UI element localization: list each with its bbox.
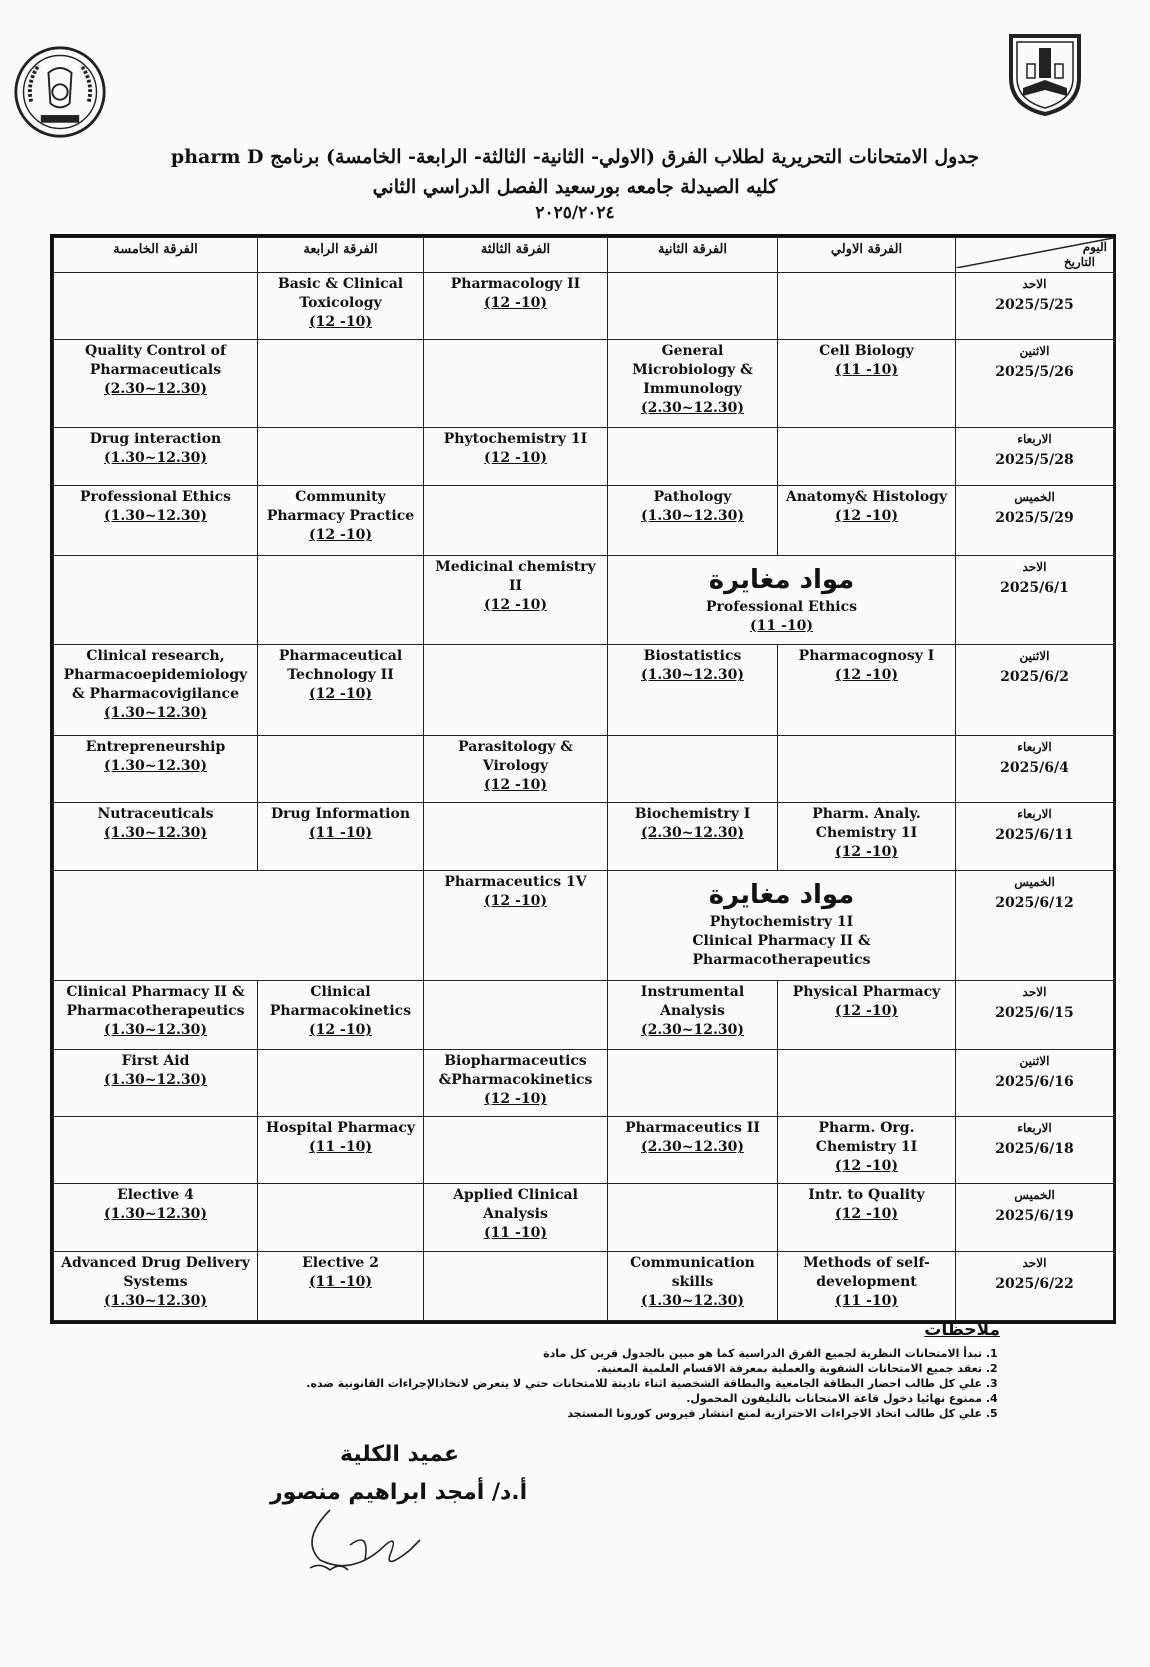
course-name: Biochemistry I (634, 806, 751, 823)
course-name: First Aid (121, 1053, 190, 1070)
exam-time: (12 -10) (835, 508, 898, 525)
course-name: Pharm. Org. Chemistry 1I (815, 1120, 918, 1156)
exam-date: 2025/6/2 (1000, 669, 1069, 686)
exam-time: (1.30~12.30) (104, 1021, 207, 1038)
course-name: Pathology (653, 489, 732, 506)
schedule-row (54, 340, 1114, 428)
day-name: الاربعاء (1017, 807, 1052, 822)
col-header-year4: الفرقة الرابعة (258, 238, 424, 273)
exam-cell (54, 486, 258, 555)
exam-time: (11 -10) (309, 1273, 372, 1290)
col-header-year1: الفرقة الاولي (778, 238, 956, 273)
exam-cell (258, 645, 424, 736)
course-name: Quality Control of Pharmaceuticals (85, 343, 226, 379)
exam-cell (778, 1251, 956, 1320)
exam-cell (54, 1251, 258, 1320)
exam-date: 2025/6/18 (995, 1141, 1074, 1158)
empty-cell (424, 340, 608, 428)
date-cell (956, 555, 1114, 645)
day-name: الخميس (1014, 490, 1055, 505)
exam-schedule-table-frame (50, 234, 1116, 1324)
exam-cell (778, 486, 956, 555)
exam-time: (12 -10) (484, 1091, 547, 1108)
exam-time: (11 -10) (484, 1225, 547, 1242)
header-row (54, 238, 1114, 273)
exam-cell (778, 803, 956, 870)
exam-cell (258, 1251, 424, 1320)
alternative-subjects-heading: مواد مغايرة (708, 564, 855, 595)
exam-cell (54, 980, 258, 1049)
course-name: Nutraceuticals (97, 806, 214, 823)
schedule-row (54, 555, 1114, 645)
exam-date: 2025/6/12 (995, 894, 1074, 911)
schedule-title: جدول الامتحانات التحريرية لطلاب الفرق (الاولي- الثانية- الثالثة- الرابعة- الخامسة) برنامج pharm D (170, 146, 980, 168)
date-cell (956, 340, 1114, 428)
empty-cell (608, 1184, 778, 1251)
date-cell (956, 803, 1114, 870)
date-cell (956, 1117, 1114, 1184)
exam-cell (258, 803, 424, 870)
exam-cell (54, 736, 258, 803)
exam-time: (1.30~12.30) (104, 449, 207, 466)
empty-cell (258, 736, 424, 803)
col-header-year2: الفرقة الثانية (608, 238, 778, 273)
schedule-row (54, 870, 1114, 980)
schedule-row (54, 273, 1114, 340)
day-name: الاحد (1022, 559, 1047, 574)
exam-cell (54, 803, 258, 870)
note-item: 5. علي كل طالب اتخاذ الاجراءات الاحترازية لمنع انتشار فيروس كورونا المستجد (260, 1406, 982, 1421)
empty-cell (778, 1050, 956, 1117)
note-item: 2. تعقد جميع الامتحانات الشفوية والعملية بمعرفة الاقسام العلمية المعنية. (260, 1361, 982, 1376)
exam-cell (424, 870, 608, 980)
dean-title: عميد الكلية (340, 1442, 460, 1467)
day-name: الاربعاء (1017, 1121, 1052, 1136)
course-name: Professional Ethics (79, 489, 232, 506)
exam-time: (2.30~12.30) (641, 1021, 744, 1038)
schedule-row (54, 1251, 1114, 1320)
date-cell (956, 645, 1114, 736)
corner-day-label: اليوم (1082, 240, 1107, 254)
exam-cell (608, 486, 778, 555)
exam-time: (12 -10) (835, 1206, 898, 1223)
course-name: Basic & Clinical Toxicology (277, 276, 404, 311)
schedule-row (54, 736, 1114, 803)
schedule-row (54, 427, 1114, 485)
course-name: Clinical research, Pharmacoepidemiology & Pharmacovigilance (63, 648, 248, 703)
course-name: Elective 4 (117, 1187, 194, 1204)
corner-day-date-header (956, 238, 1114, 273)
day-name: الاحد (1022, 277, 1047, 291)
empty-cell (424, 803, 608, 870)
course-name: Pharmaceutical Technology II (278, 648, 403, 684)
note-item: 4. ممنوع نهائيا دخول قاعة الامتحانات بالتليفون المحمول. (260, 1391, 982, 1406)
exam-time: (12 -10) (835, 844, 898, 861)
exam-time: (2.30~12.30) (641, 400, 744, 417)
exam-date: 2025/6/16 (995, 1074, 1074, 1091)
alternative-subjects-cell (608, 870, 956, 980)
date-cell (956, 427, 1114, 485)
course-name: Methods of self-development (803, 1254, 930, 1290)
corner-date-label: التاريخ (1063, 255, 1095, 269)
empty-cell (54, 273, 258, 340)
course-name: Clinical Pharmacy II & Pharmacotherapeutics (66, 983, 245, 1019)
exam-cell (54, 645, 258, 736)
exam-schedule-table (53, 237, 1114, 1321)
course-name: Community Pharmacy Practice (266, 489, 415, 525)
course-name: Advanced Drug Delivery Systems (61, 1254, 250, 1290)
exam-cell (258, 1117, 424, 1184)
exam-time: (1.30~12.30) (641, 508, 744, 525)
course-name: Communication skills (630, 1254, 755, 1290)
exam-time: (1.30~12.30) (104, 705, 207, 722)
course-name: Medicinal chemistry II (435, 558, 596, 594)
date-cell (956, 273, 1114, 340)
exam-time: (12 -10) (309, 686, 372, 703)
exam-cell (54, 1184, 258, 1251)
col-header-year3: الفرقة الثالثة (424, 238, 608, 273)
alternative-subjects-heading: مواد مغايرة (708, 879, 855, 910)
exam-cell (778, 1184, 956, 1251)
exam-date: 2025/6/15 (995, 1004, 1074, 1021)
empty-cell (258, 1050, 424, 1117)
schedule-row (54, 645, 1114, 736)
exam-time: (1.30~12.30) (104, 1072, 207, 1089)
exam-time: (12 -10) (484, 596, 547, 613)
exam-cell (424, 1184, 608, 1251)
exam-cell (424, 1050, 608, 1117)
exam-cell (608, 1251, 778, 1320)
course-name: Drug interaction (89, 430, 222, 447)
exam-time: (12 -10) (484, 892, 547, 909)
exam-cell (54, 340, 258, 428)
empty-cell (778, 273, 956, 340)
empty-cell (258, 427, 424, 485)
exam-cell (608, 1117, 778, 1184)
day-name: الاثنين (1019, 1054, 1050, 1069)
dean-name: أ.د/ أمجد ابراهيم منصور (270, 1480, 528, 1505)
exam-cell (424, 427, 608, 485)
exam-date: 2025/6/11 (995, 827, 1074, 844)
schedule-row (54, 1117, 1114, 1184)
exam-time: (11 -10) (309, 1139, 372, 1156)
day-name: الاربعاء (1017, 740, 1052, 755)
empty-cell (608, 427, 778, 485)
course-name: Phytochemistry 1I (443, 430, 588, 447)
schedule-row (54, 803, 1114, 870)
course-name: Elective 2 (302, 1254, 379, 1271)
schedule-row (54, 980, 1114, 1049)
notes-title: ملاحظات (924, 1320, 1000, 1340)
exam-time: (12 -10) (835, 667, 898, 684)
exam-time: (12 -10) (835, 1158, 898, 1175)
exam-time: (11 -10) (309, 825, 372, 842)
exam-time: (2.30~12.30) (641, 1139, 744, 1156)
empty-cell (424, 1251, 608, 1320)
exam-date: 2025/5/26 (995, 364, 1074, 381)
exam-date: 2025/5/29 (995, 510, 1074, 527)
exam-cell (54, 427, 258, 485)
exam-time: (1.30~12.30) (641, 1292, 744, 1309)
exam-date: 2025/6/1 (1000, 579, 1069, 596)
course-name: Pharmacognosy I (798, 648, 935, 665)
day-name: الاحد (1022, 984, 1047, 999)
day-name: الاثنين (1019, 344, 1050, 359)
empty-cell (778, 427, 956, 485)
exam-time: (12 -10) (835, 1002, 898, 1019)
empty-cell (424, 980, 608, 1049)
course-name: Clinical Pharmacy II & Pharmacotherapeutics (692, 932, 871, 968)
empty-cell (608, 1050, 778, 1117)
exam-cell (424, 736, 608, 803)
empty-cell (424, 645, 608, 736)
exam-time: (11 -10) (835, 362, 898, 379)
exam-time: (1.30~12.30) (641, 667, 744, 684)
schedule-row (54, 1184, 1114, 1251)
empty-cell (424, 1117, 608, 1184)
exam-time: (1.30~12.30) (104, 1206, 207, 1223)
course-name: Pharmacology II (450, 276, 581, 292)
exam-date: 2025/6/22 (995, 1275, 1074, 1292)
exam-cell (778, 1117, 956, 1184)
exam-cell (778, 980, 956, 1049)
course-name: Biostatistics (643, 648, 742, 665)
empty-cell (54, 1117, 258, 1184)
exam-time: (1.30~12.30) (104, 825, 207, 842)
course-name: General Microbiology & Immunology (632, 343, 753, 398)
exam-time: (1.30~12.30) (104, 1292, 207, 1309)
date-cell (956, 1050, 1114, 1117)
course-name: Intr. to Quality (808, 1187, 925, 1204)
course-name: Instrumental Analysis (640, 983, 745, 1019)
empty-cell (258, 340, 424, 428)
col-header-year5: الفرقة الخامسة (54, 238, 258, 273)
exam-time: (12 -10) (484, 295, 547, 311)
date-cell (956, 1184, 1114, 1251)
empty-cell (54, 555, 258, 645)
empty-cell (778, 736, 956, 803)
exam-time: (12 -10) (309, 1021, 372, 1038)
exam-cell (258, 980, 424, 1049)
exam-time: (1.30~12.30) (104, 508, 207, 525)
exam-cell (608, 803, 778, 870)
faculty-seal-logo (12, 44, 108, 140)
course-name: Clinical Pharmacokinetics (269, 983, 412, 1019)
handwritten-signature (290, 1500, 450, 1580)
note-item: 3. علي كل طالب احضار البطاقة الجامعية والبطاقة الشخصية اثناء تاديتة للامتحانات حتي لا يتعرض لاتخاذالإجراءات القانونية ضده. (260, 1376, 982, 1391)
course-name: Pharmaceutics 1V (444, 873, 587, 890)
exam-date: 2025/6/19 (995, 1208, 1074, 1225)
course-name: Hospital Pharmacy (266, 1120, 415, 1137)
date-cell (956, 870, 1114, 980)
day-name: الاربعاء (1017, 431, 1052, 446)
course-name: Biopharmaceutics &Pharmacokinetics (438, 1053, 593, 1089)
course-name: Physical Pharmacy (792, 983, 941, 1000)
empty-cell (258, 555, 424, 645)
exam-cell (258, 273, 424, 340)
empty-cell (608, 273, 778, 340)
notes-section (260, 1320, 1000, 1421)
exam-date: 2025/6/4 (1000, 760, 1069, 777)
course-name: Pharm. Analy. Chemistry 1I (812, 806, 921, 842)
exam-time: (1.30~12.30) (104, 758, 207, 775)
course-name: Drug Information (270, 806, 410, 823)
course-name: Entrepreneurship (85, 739, 226, 756)
exam-cell (778, 340, 956, 428)
exam-cell (424, 273, 608, 340)
schedule-row (54, 486, 1114, 555)
exam-cell (608, 645, 778, 736)
exam-cell (778, 645, 956, 736)
exam-time: (12 -10) (484, 449, 547, 466)
university-shield-logo (1005, 28, 1085, 118)
exam-time: (2.30~12.30) (104, 381, 207, 398)
exam-time: (12 -10) (484, 777, 547, 794)
exam-date: 2025/5/25 (995, 297, 1074, 313)
empty-cell (258, 1184, 424, 1251)
course-name: Applied Clinical Analysis (453, 1187, 578, 1223)
date-cell (956, 1251, 1114, 1320)
empty-cell (608, 736, 778, 803)
day-name: الخميس (1014, 1188, 1055, 1203)
exam-cell (424, 555, 608, 645)
exam-cell (54, 1050, 258, 1117)
date-cell (956, 980, 1114, 1049)
day-name: الاثنين (1019, 649, 1050, 664)
faculty-semester-line: كليه الصيدلة جامعه بورسعيد الفصل الدراسي الثاني (372, 176, 778, 198)
exam-cell (608, 980, 778, 1049)
course-name: Pharmaceutics II (625, 1120, 760, 1137)
day-name: الاحد (1022, 1255, 1047, 1270)
course-name: Professional Ethics (705, 598, 858, 615)
course-name: Parasitology & Virology (458, 739, 573, 775)
date-cell (956, 736, 1114, 803)
course-name: Anatomy& Histology (785, 489, 948, 506)
exam-cell (608, 340, 778, 428)
date-cell (956, 486, 1114, 555)
empty-cell (424, 486, 608, 555)
exam-time: (11 -10) (835, 1292, 898, 1309)
course-name: Phytochemistry 1I (709, 913, 854, 930)
exam-cell (258, 486, 424, 555)
course-name: Cell Biology (819, 343, 914, 360)
exam-time: (2.30~12.30) (641, 825, 744, 842)
exam-time: (12 -10) (309, 527, 372, 544)
alternative-subjects-cell (608, 555, 956, 645)
exam-date: 2025/5/28 (995, 451, 1074, 468)
schedule-row (54, 1050, 1114, 1117)
exam-time: (11 -10) (750, 617, 813, 634)
notes-list (260, 1346, 1000, 1421)
academic-year: ٢٠٢٥/٢٠٢٤ (535, 203, 615, 223)
day-name: الخميس (1014, 874, 1055, 889)
note-item: 1. تبدأ الامتحانات النظرية لجميع الفرق الدراسية كما هو مبين بالجدول قرين كل مادة (260, 1346, 982, 1361)
empty-cell (54, 870, 424, 980)
exam-time: (12 -10) (309, 314, 372, 330)
